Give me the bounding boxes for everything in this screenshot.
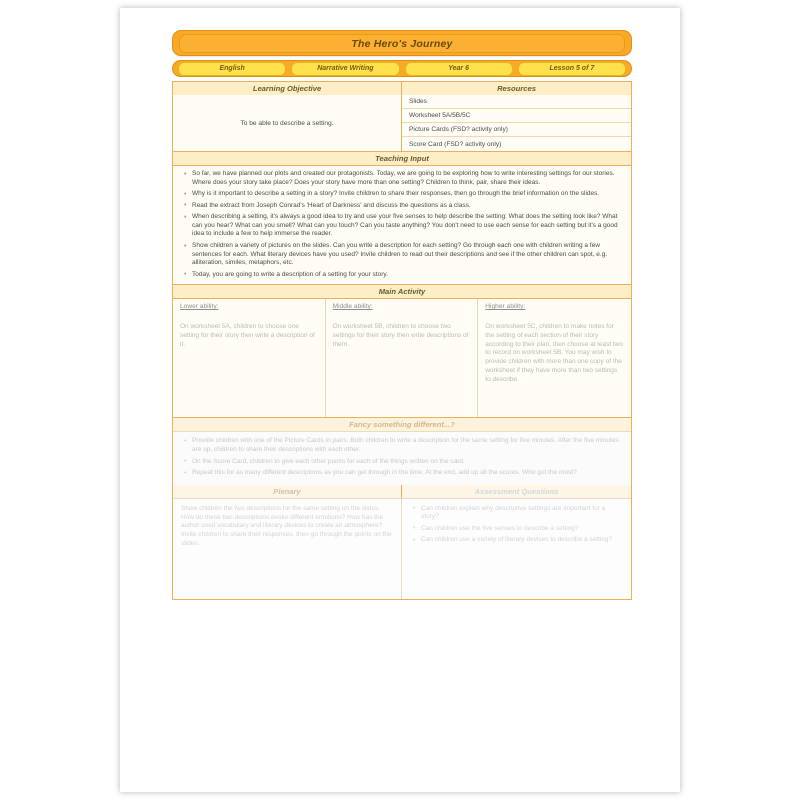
meta-pill-subject: English xyxy=(178,62,286,76)
ability-column-higher xyxy=(478,299,631,417)
list-item: • So far, we have planned our plots and created our protagonists. Today, we are going to be exploring how to write interesting settings for our stories. Where does your story take place? Does your story have more than one setting? Children to think, pair, share their ideas. xyxy=(192,170,623,187)
learning-objective-header: Learning Objective xyxy=(173,81,402,95)
resource-item: Picture Cards (FSD? activity only) xyxy=(402,123,631,137)
ability-title: Lower ability: xyxy=(180,303,219,311)
resource-item: Score Card (FSD? activity only) xyxy=(409,140,502,148)
list-item: • Can children use a variety of literary devices to describe a setting? xyxy=(421,536,623,545)
plenary-header: Plenary xyxy=(173,485,402,498)
list-item: • Can children use the five senses to describe a setting? xyxy=(421,525,623,534)
document-page xyxy=(120,8,680,792)
teaching-input-header: Teaching Input xyxy=(173,151,631,165)
list-item: • When describing a setting, it's always a good idea to try and use your five senses to help describe the setting: What does the setting look like? What can you hear? What can you smell? What can you touch? Can you taste anything? You don't need to use each sense for each setting but it's a good idea to include a few to help immerse the reader. xyxy=(192,213,623,239)
list-item: • Read the extract from Joseph Conrad's 'Heart of Darkness' and discuss the questions as a class. xyxy=(192,202,623,211)
bottom-headers xyxy=(173,485,631,498)
list-item: • Today, you are going to write a description of a setting for your story. xyxy=(192,271,623,280)
teaching-input-bullets xyxy=(181,170,623,279)
fancy-something-different-header: Fancy something different...? xyxy=(173,417,631,431)
list-item: • Can children explain why descriptive settings are important for a story? xyxy=(421,505,623,522)
meta-pill-year: Year 6 xyxy=(405,62,513,76)
meta-pill-lesson: Lesson 5 of 7 xyxy=(518,62,626,76)
fsd-bullets xyxy=(181,437,623,477)
list-item: • Show children a variety of pictures on the slides. Can you write a description for each setting? Go through each one with children writing a few sentences for each. What literary devices have you used? Invite children to read out their descriptions and see if the other children can spot, e.g. alliteration, similes, metaphors, etc. xyxy=(192,242,623,268)
ability-text: On worksheet 5C, children to make notes for the setting of each section of their story according to their plan, then choose at least two to record on worksheet 5B. You may wish to provide children with more than one copy of the worksheet if they have more than two settings to describe. xyxy=(485,323,623,383)
page-title: The Hero's Journey xyxy=(351,37,453,50)
list-item: • Repeat this for as many different descriptions as you can get through in the time. At the end, add up all the scores. Who got the most? xyxy=(192,469,623,478)
ability-text: On worksheet 5A, children to choose one setting for their story then write a description of it. xyxy=(180,323,315,348)
assessment-questions-header: Assessment Questions xyxy=(402,485,631,498)
meta-pill-unit: Narrative Writing xyxy=(291,62,399,76)
ability-column-middle xyxy=(326,299,479,417)
learning-objective-text: To be able to describe a setting. xyxy=(173,95,401,151)
list-item: • Why is it important to describe a setting in a story? Invite children to share their responses, then go through the brief information on the slides. xyxy=(192,190,623,199)
main-activity-body xyxy=(173,298,631,417)
lesson-plan-sheet xyxy=(172,30,632,600)
plenary-cell xyxy=(173,499,402,599)
objective-resources-body xyxy=(173,95,631,151)
list-item: • Provide children with one of the Picture Cards in pairs. Both children to write a description for the same setting for five minutes. After the five minutes are up, children to share their descriptions with each other. xyxy=(192,437,623,454)
title-banner xyxy=(172,30,632,56)
learning-objective-cell xyxy=(173,95,402,151)
meta-row xyxy=(172,60,632,77)
resources-header: Resources xyxy=(402,81,631,95)
resources-cell xyxy=(402,95,631,151)
plenary-text: Show children the two descriptions for the same setting on the slides. How do these two descriptions evoke different emotions? How has the author used vocabulary and literary devices to create an atmosphere? Invite children to share their responses, then go through the points on the slides. xyxy=(181,504,392,547)
resources-list xyxy=(402,95,631,151)
title-inner xyxy=(179,34,625,53)
assessment-questions-cell xyxy=(402,499,631,599)
list-item: • On the Score Card, children to give each other points for each of the things written on the card. xyxy=(192,458,623,467)
lesson-table xyxy=(172,81,632,600)
resource-item: Worksheet 5A/5B/5C xyxy=(402,109,631,123)
assessment-bullets xyxy=(410,505,623,545)
fancy-something-different-body xyxy=(173,431,631,484)
teaching-input-body xyxy=(173,165,631,284)
ability-column-lower xyxy=(173,299,326,417)
resource-item: Slides xyxy=(402,95,631,109)
ability-title: Middle ability: xyxy=(332,303,373,311)
ability-title: Higher ability: xyxy=(485,303,526,311)
bottom-body xyxy=(173,498,631,599)
ability-text: On worksheet 5B, children to choose two settings for their story then write descriptions of them. xyxy=(332,323,469,348)
main-activity-header: Main Activity xyxy=(173,284,631,298)
objective-resources-headers xyxy=(173,81,631,95)
